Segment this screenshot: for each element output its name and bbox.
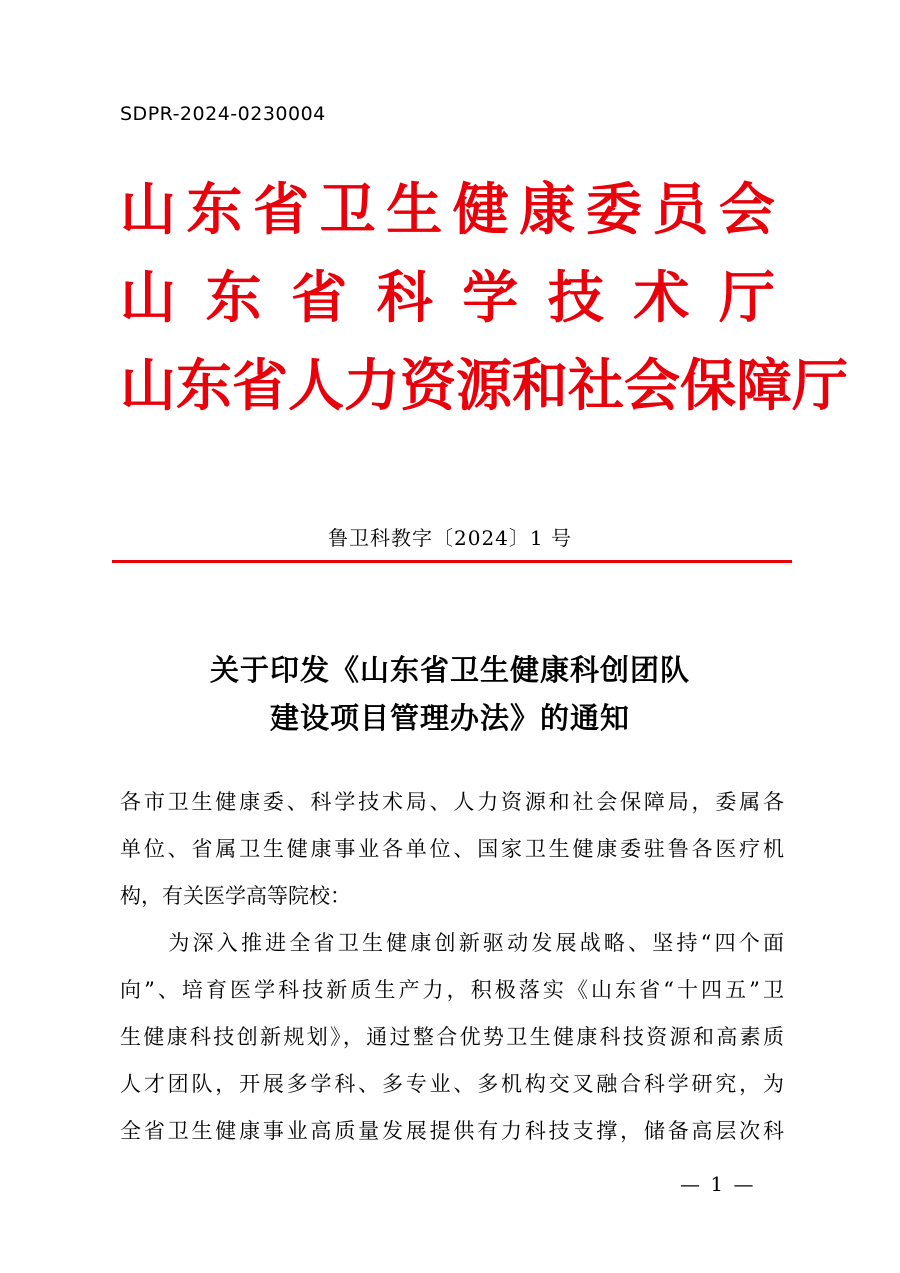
body-line: 构，有关医学高等院校： — [120, 884, 351, 908]
issuer-char: 省 — [291, 266, 348, 331]
document-title-line-1: 关于印发《山东省卫生健康科创团队 — [209, 653, 690, 687]
issuer-char: 山 — [120, 354, 176, 419]
issuer-char: 健 — [452, 178, 509, 243]
body-line: 各市卫生健康委、科学技术局、人力资源和社会保障局，委属各 — [120, 790, 784, 814]
issuer-char: 员 — [652, 178, 709, 243]
issuer-char: 康 — [519, 178, 576, 243]
red-divider-line — [112, 560, 792, 563]
body-line: 向”、培育医学科技新质生产力，积极落实《山东省“十四五”卫 — [120, 978, 784, 1002]
issuer-science-department — [120, 264, 775, 334]
body-line: 生健康科技创新规划》，通过整合优势卫生健康科技资源和高素质 — [120, 1025, 784, 1049]
issuer-char: 和 — [512, 354, 568, 419]
body-line: 人才团队，开展多学科、多专业、多机构交叉融合科学研究，为 — [120, 1072, 784, 1096]
issuer-char: 东 — [205, 266, 262, 331]
body-line: 单位、省属卫生健康事业各单位、国家卫生健康委驻鲁各医疗机 — [120, 837, 784, 861]
issuer-char: 东 — [176, 354, 232, 419]
issuer-char: 资 — [400, 354, 456, 419]
document-number: 鲁卫科教字〔2024〕1 号 — [328, 526, 572, 550]
issuer-char: 厅 — [718, 266, 775, 331]
issuer-char: 科 — [376, 266, 433, 331]
issuer-char: 人 — [288, 354, 344, 419]
issuer-char: 省 — [232, 354, 288, 419]
issuer-char: 东 — [186, 178, 243, 243]
issuer-char: 委 — [585, 178, 642, 243]
issuer-hr-department — [120, 352, 848, 422]
issuer-char: 卫 — [319, 178, 376, 243]
issuer-char: 会 — [718, 178, 775, 243]
issuer-char: 技 — [547, 266, 604, 331]
issuer-char: 力 — [344, 354, 400, 419]
body-line: 为深入推进全省卫生健康创新驱动发展战略、坚持“四个面 — [120, 931, 784, 955]
issuer-char: 山 — [120, 178, 176, 243]
document-title-line-2: 建设项目管理办法》的通知 — [269, 701, 630, 735]
issuer-char: 保 — [680, 354, 736, 419]
issuer-char: 社 — [568, 354, 624, 419]
body-line: 全省卫生健康事业高质量发展提供有力科技支撑，储备高层次科 — [120, 1119, 784, 1143]
issuer-char: 源 — [456, 354, 512, 419]
issuer-char: 障 — [736, 354, 792, 419]
document-code: SDPR-2024-0230004 — [120, 103, 326, 125]
issuer-char: 厅 — [792, 354, 848, 419]
issuer-char: 省 — [253, 178, 310, 243]
issuer-char: 生 — [386, 178, 443, 243]
issuer-char: 术 — [633, 266, 690, 331]
issuer-health-commission — [120, 176, 775, 246]
issuer-char: 学 — [462, 266, 519, 331]
issuer-char: 会 — [624, 354, 680, 419]
issuer-char: 山 — [120, 266, 176, 331]
page-number: — 1 — — [680, 1172, 756, 1196]
